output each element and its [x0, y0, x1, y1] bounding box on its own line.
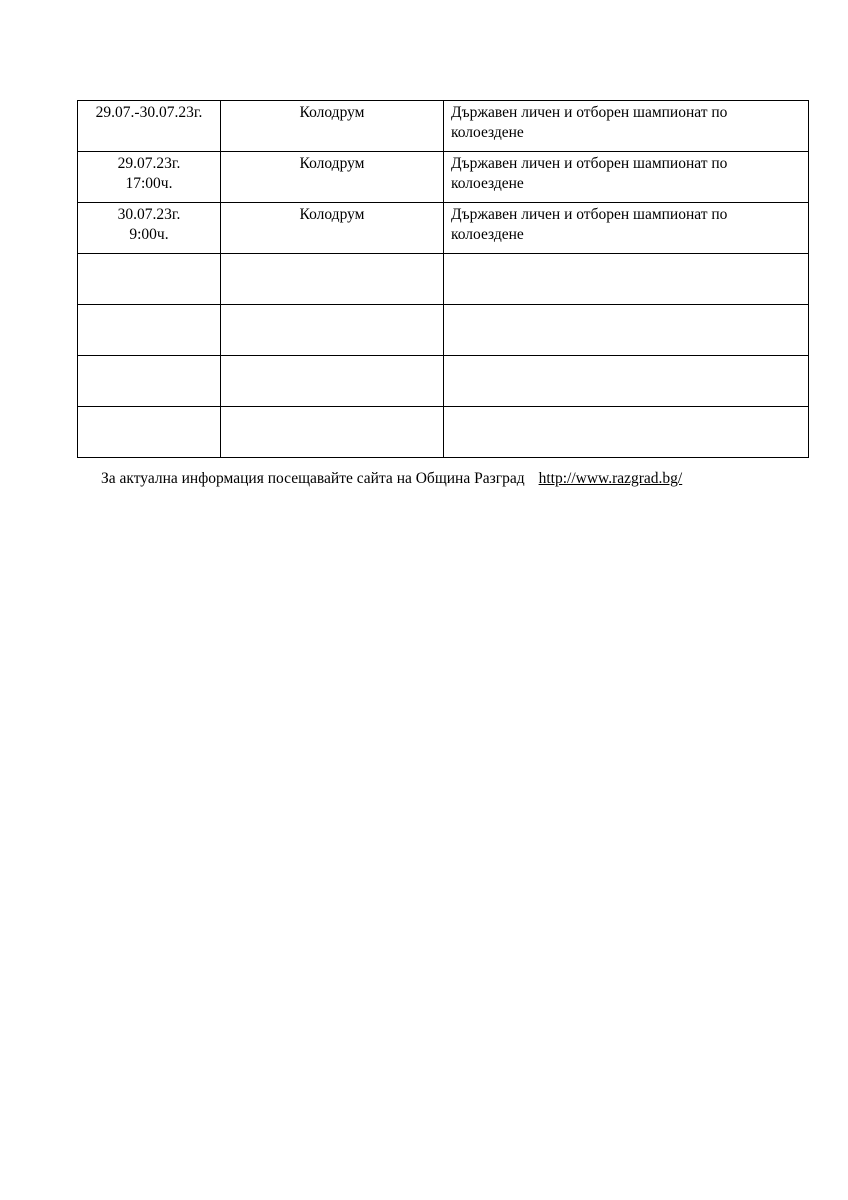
- event-cell: [444, 254, 809, 305]
- event-cell: [444, 407, 809, 458]
- event-cell: [444, 305, 809, 356]
- event-cell: Държавен личен и отборен шампионат по колоездене: [444, 101, 809, 152]
- table-row: [78, 101, 809, 152]
- website-link[interactable]: http://www.razgrad.bg/: [538, 470, 683, 487]
- events-table: [77, 100, 809, 458]
- table-row: [78, 254, 809, 305]
- table-row: [78, 203, 809, 254]
- event-cell: Държавен личен и отборен шампионат по колоездене: [444, 203, 809, 254]
- date-cell: [78, 101, 221, 152]
- table-row: [78, 305, 809, 356]
- event-cell: [444, 356, 809, 407]
- date-cell: [78, 152, 221, 203]
- footer-note: [101, 469, 682, 489]
- table-row: [78, 356, 809, 407]
- date-text: 29.07.-30.07.23г.: [95, 104, 203, 121]
- date-text: 29.07.23г.: [117, 155, 181, 172]
- table-row: [78, 407, 809, 458]
- table-row: [78, 152, 809, 203]
- place-cell: Колодрум: [221, 152, 444, 203]
- footer-text: За актуална информация посещавайте сайта на Община Разград: [101, 470, 525, 487]
- date-cell: [78, 407, 221, 458]
- place-cell: [221, 356, 444, 407]
- place-cell: Колодрум: [221, 101, 444, 152]
- date-cell: [78, 356, 221, 407]
- date-cell: [78, 254, 221, 305]
- date-cell: [78, 203, 221, 254]
- time-text: 9:00ч.: [129, 226, 169, 243]
- place-cell: [221, 407, 444, 458]
- event-cell: Държавен личен и отборен шампионат по колоездене: [444, 152, 809, 203]
- place-cell: [221, 254, 444, 305]
- time-text: 17:00ч.: [125, 175, 173, 192]
- place-cell: Колодрум: [221, 203, 444, 254]
- date-text: 30.07.23г.: [117, 206, 181, 223]
- place-cell: [221, 305, 444, 356]
- date-cell: [78, 305, 221, 356]
